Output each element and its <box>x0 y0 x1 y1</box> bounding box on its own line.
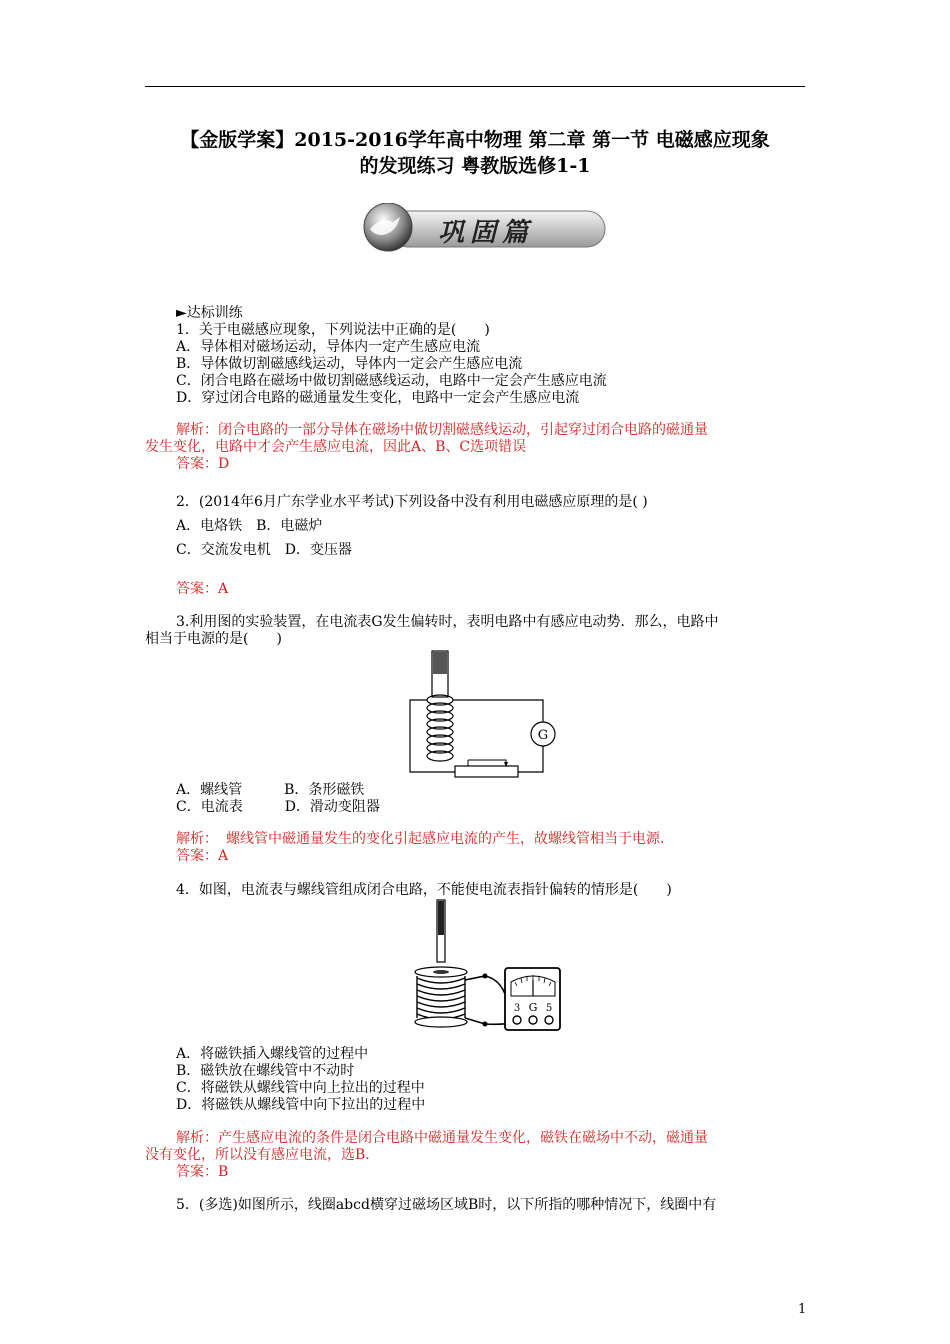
q1-answer-value: D <box>218 456 230 472</box>
magnet-pole-top <box>433 652 447 674</box>
meter-label-g: G <box>528 1001 538 1014</box>
q2-stem: 2．(2014年6月广东学业水平考试)下列设备中没有利用电磁感应原理的是( ) <box>176 494 648 510</box>
q3-answer-value: A <box>218 848 229 864</box>
solenoid-coil <box>417 976 465 1019</box>
q4-answer: 答案：B <box>176 1164 229 1180</box>
galvanometer-label: G <box>537 728 549 743</box>
q4-analysis <box>145 1130 810 1164</box>
q1-answer: 答案：D <box>176 456 230 472</box>
q4-analysis-line-2: 没有变化，所以没有感应电流，选B. <box>145 1147 370 1163</box>
banner-text: 巩固篇 <box>438 218 535 248</box>
q1-analysis-line-2: 发生变化，电路中才会产生感应电流，因此A、B、C选项错误 <box>145 439 527 455</box>
header-rule <box>145 86 805 87</box>
rheostat <box>455 766 518 777</box>
q5-stem: 5．(多选)如图所示，线圈abcd横穿过磁场区域B时，以下所指的哪种情况下，线圈中有 <box>176 1197 717 1213</box>
q3-options-row-1: A．螺线管 B．条形磁铁 <box>176 782 365 798</box>
q1-option-b: B．导体做切割磁感线运动，导体内一定会产生感应电流 <box>176 356 523 372</box>
q4-circuit-figure <box>405 898 570 1033</box>
q4-stem: 4．如图，电流表与螺线管组成闭合电路，不能使电流表指针偏转的情形是( ) <box>176 882 672 898</box>
q1-analysis-label: 解析： <box>176 422 218 438</box>
document-title-line-1: 【金版学案】2015-2016学年高中物理 第二章 第一节 电磁感应现象 <box>180 129 770 151</box>
q1-option-c: C．闭合电路在磁场中做切割磁感线运动，电路中一定会产生感应电流 <box>176 373 607 389</box>
q3-analysis-text: 螺线管中磁通量发生的变化引起感应电流的产生，故螺线管相当于电源. <box>226 831 665 847</box>
q3-analysis: 解析： 螺线管中磁通量发生的变化引起感应电流的产生，故螺线管相当于电源. <box>176 831 665 847</box>
q1-analysis <box>145 422 810 456</box>
q3-options-row-2: C．电流表 D．滑动变阻器 <box>176 799 380 815</box>
q1-option-d: D．穿过闭合电路的磁通量发生变化，电路中一定会产生感应电流 <box>176 390 580 406</box>
q1-option-a: A．导体相对磁场运动，导体内一定产生感应电流 <box>176 339 481 355</box>
q3-circuit-figure <box>400 648 590 778</box>
q3-stem <box>145 614 810 648</box>
page-number: 1 <box>798 1302 807 1317</box>
q3-answer: 答案：A <box>176 848 229 864</box>
q4-option-b: B．磁铁放在螺线管中不动时 <box>176 1063 355 1079</box>
section-heading: ►达标训练 <box>176 305 243 321</box>
q2-options-row-1: A．电烙铁 B．电磁炉 <box>176 518 323 534</box>
q4-analysis-line-1: 产生感应电流的条件是闭合电路中磁通量发生变化，磁铁在磁场中不动，磁通量 <box>218 1130 708 1146</box>
q4-option-d: D．将磁铁从螺线管中向下拉出的过程中 <box>176 1097 426 1113</box>
q1-stem: 1．关于电磁感应现象，下列说法中正确的是( ) <box>176 322 490 338</box>
q4-option-a: A．将磁铁插入螺线管的过程中 <box>176 1046 369 1062</box>
q2-options-row-2: C．交流发电机 D．变压器 <box>176 542 352 558</box>
q4-analysis-label: 解析： <box>176 1130 218 1146</box>
meter-terminal-label-3: 3 <box>513 1003 521 1014</box>
section-banner <box>360 203 610 253</box>
q2-answer-value: A <box>218 581 229 597</box>
q3-stem-line-2: 相当于电源的是( ) <box>145 631 282 647</box>
meter-terminal-label-5: 5 <box>545 1003 553 1014</box>
q4-answer-value: B <box>218 1164 229 1180</box>
q2-answer: 答案：A <box>176 581 229 597</box>
q3-stem-line-1: 3.利用图的实验装置，在电流表G发生偏转时，表明电路中有感应电动势．那么，电路中 <box>176 614 719 630</box>
document-title-line-2: 的发现练习 粤教版选修1-1 <box>359 155 591 177</box>
q4-option-c: C．将磁铁从螺线管中向上拉出的过程中 <box>176 1080 425 1096</box>
solenoid-coil <box>427 695 453 761</box>
q1-analysis-line-1: 闭合电路的一部分导体在磁场中做切割磁感线运动，引起穿过闭合电路的磁通量 <box>218 422 708 438</box>
